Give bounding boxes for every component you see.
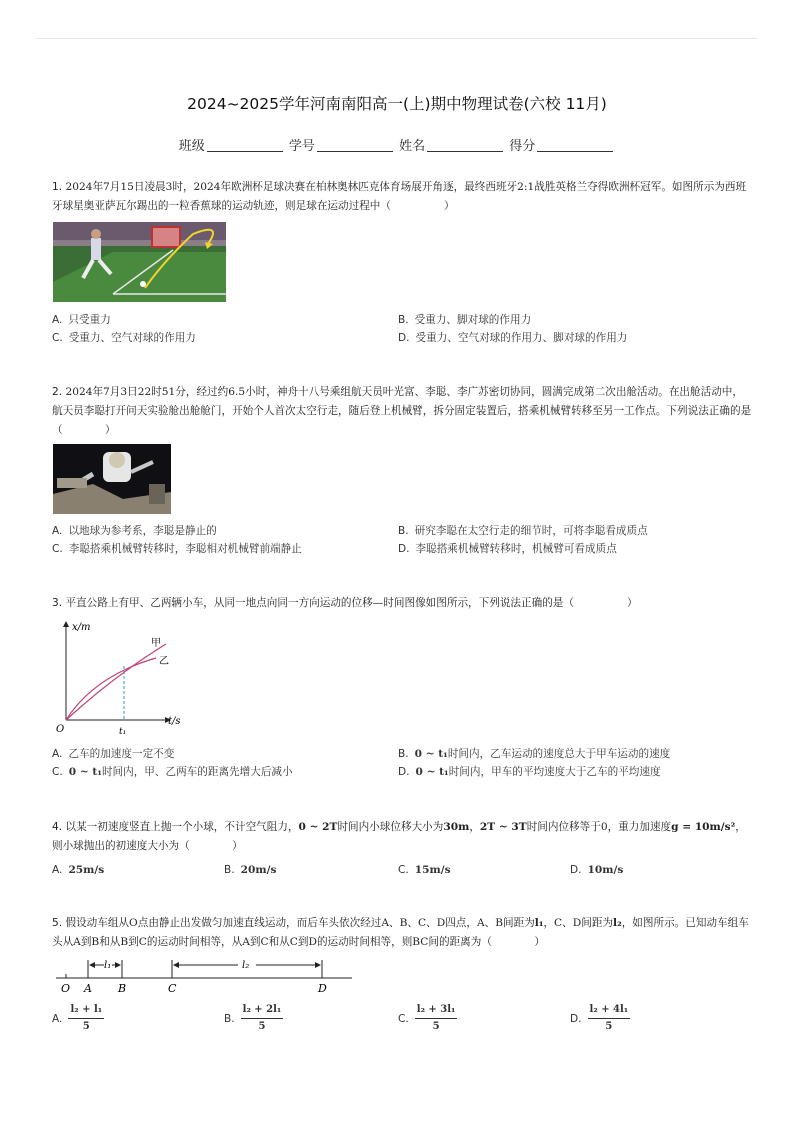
question-1 (52, 178, 752, 216)
question-4: 4. 以某一初速度竖直上抛一个小球，不计空气阻力，0 ~ 2T时间内小球位移大小为30m，2T ~ 3T时间内位移等于0，重力加速度g = 10m/s²，则小球抛出的初速度大小为（ ） (52, 821, 746, 852)
question-number: 4. (52, 821, 63, 833)
q5-option-d[interactable]: D. $\frac{\text{l₂ + 4l₁}}{5}$ (570, 1004, 629, 1032)
q3-option-b[interactable]: B. 0 ~ t₁时间内，乙车运动的速度总大于甲车运动的速度 (398, 748, 671, 760)
field-name-label: 姓名 (399, 139, 426, 154)
point-c-label: C (168, 982, 177, 995)
question-number: 1. (52, 181, 63, 193)
y-axis-label: x/m (72, 622, 91, 633)
q3-option-a[interactable]: A. 乙车的加速度一定不变 (52, 748, 175, 760)
question-stem: 2024年7月15日凌晨3时，2024年欧洲杯足球决赛在柏林奥林匹克体育场展开角逐，最终西班牙2:1战胜英格兰夺得欧洲杯冠军。如图所示为西班牙球星奥亚萨瓦尔踢出的一粒香蕉球的运动轨迹，则足球在运动过程中（ ） (52, 181, 747, 212)
astronaut-photo (53, 444, 171, 514)
q4-option-d[interactable]: D. 10m/s (570, 864, 624, 876)
question-number: 3. (52, 597, 63, 609)
l2-label: l₂ (242, 960, 250, 971)
q5-option-c[interactable]: C. $\frac{\text{l₂ + 3l₁}}{5}$ (398, 1004, 456, 1032)
q1-option-c[interactable]: C. 受重力、空气对球的作用力 (52, 332, 196, 344)
l1-label: l₁ (104, 960, 112, 971)
point-o-label: O (61, 982, 71, 995)
series-jia-label: 甲 (151, 638, 161, 649)
q2-option-c[interactable]: C. 李聪搭乘机械臂转移时，李聪相对机械臂前端静止 (52, 543, 302, 555)
origin-label: O (56, 724, 65, 735)
field-score-blank[interactable] (537, 139, 613, 152)
point-d-label: D (318, 982, 327, 995)
field-score-label: 得分 (509, 139, 536, 154)
field-class-blank[interactable] (207, 139, 283, 152)
question-number: 5. (52, 917, 63, 929)
q3-option-d[interactable]: D. 0 ~ t₁时间内，甲车的平均速度大于乙车的平均速度 (398, 766, 661, 778)
x-axis-label: t/s (168, 716, 181, 727)
field-name-blank[interactable] (427, 139, 503, 152)
q1-option-a[interactable]: A. 只受重力 (52, 314, 111, 326)
q4-option-c[interactable]: C. 15m/s (398, 864, 451, 876)
top-divider (36, 38, 758, 39)
t1-label: t₁ (119, 727, 127, 737)
question-number: 2. (52, 386, 63, 398)
q1-option-b[interactable]: B. 受重力、脚对球的作用力 (398, 314, 532, 326)
q2-option-b[interactable]: B. 研究李聪在太空行走的细节时，可将李聪看成质点 (398, 525, 648, 537)
field-id-blank[interactable] (317, 139, 393, 152)
question-stem: 平直公路上有甲、乙两辆小车，从同一地点向同一方向运动的位移—时间图像如图所示，下列说法正确的是（ ） (65, 597, 638, 609)
q5-option-a[interactable]: A. $\frac{\text{l₂ + l₁}}{5}$ (52, 1004, 103, 1032)
field-class-label: 班级 (178, 139, 205, 154)
q3-option-c[interactable]: C. 0 ~ t₁时间内，甲、乙两车的距离先增大后减小 (52, 766, 293, 778)
q2-option-d[interactable]: D. 李聪搭乘机械臂转移时，机械臂可看成质点 (398, 543, 617, 555)
point-b-label: B (118, 982, 127, 995)
point-a-label: A (84, 982, 92, 995)
student-info-row (0, 135, 794, 154)
question-5: 5. 假设动车组从O点由静止出发做匀加速直线运动，而后车头依次经过A、B、C、D四点，A、B间距为l₁，C、D间距为l₂，如图所示。已知动车组车头从A到B和从B到C的运动时间相等，从A到C和从C到D的运动时间相等，则BC间的距离为（ ） (52, 917, 749, 948)
series-yi-label: 乙 (159, 656, 169, 667)
q1-option-d[interactable]: D. 受重力、空气对球的作用力、脚对球的作用力 (398, 332, 628, 344)
soccer-photo (53, 222, 226, 302)
track-diagram (52, 954, 362, 998)
series-jia (66, 644, 166, 720)
field-id-label: 学号 (288, 139, 315, 154)
q2-option-a[interactable]: A. 以地球为参考系，李聪是静止的 (52, 525, 217, 537)
page-title: 2024~2025学年河南南阳高一(上)期中物理试卷(六校 11月) (187, 95, 607, 113)
series-yi (66, 658, 156, 720)
q4-option-a[interactable]: A. 25m/s (52, 864, 105, 876)
question-2 (52, 383, 752, 440)
q5-option-b[interactable]: B. $\frac{\text{l₂ + 2l₁}}{5}$ (224, 1004, 282, 1032)
question-stem: 2024年7月3日22时51分，经过约6.5小时，神舟十八号乘组航天员叶光富、李聪、李广苏密切协同，圆满完成第二次出舱活动。在出舱活动中，航天员李聪打开问天实验舱出舱舱门，开始个人首次太空行走，随后登上机械臂，拆分固定装置后，搭乘机械臂转移至另一工作点。下列说法正确的是（ ） (52, 386, 752, 436)
question-3 (52, 594, 752, 613)
q4-option-b[interactable]: B. 20m/s (224, 864, 277, 876)
xt-graph (54, 616, 194, 740)
